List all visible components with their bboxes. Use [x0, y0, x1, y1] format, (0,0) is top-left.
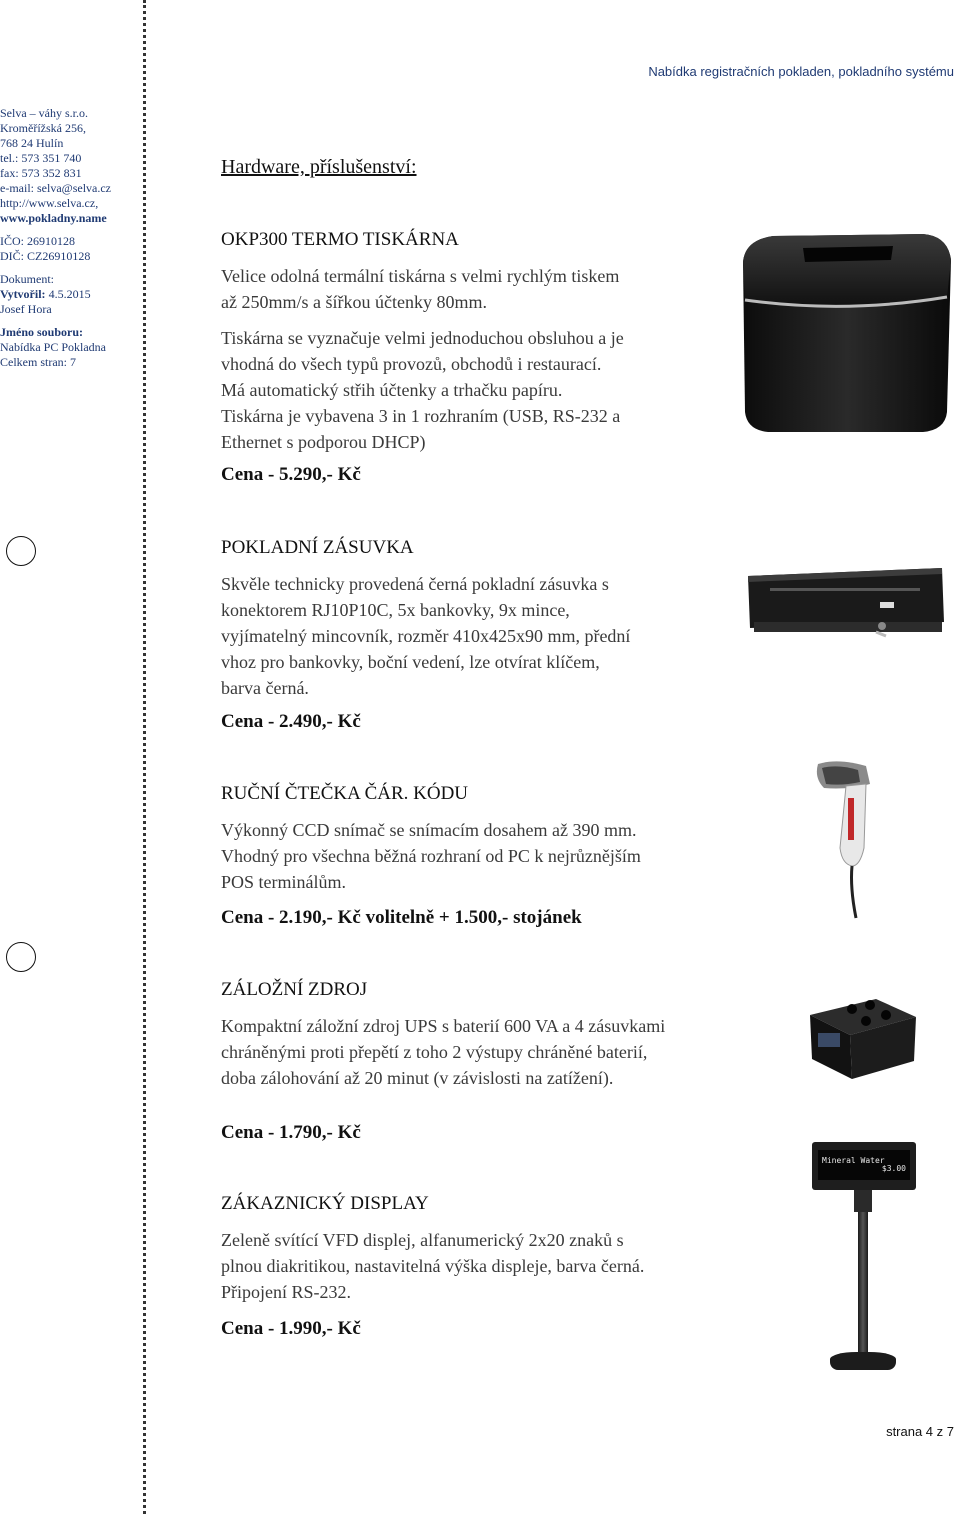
- product-price: Cena - 2.490,- Kč: [221, 711, 361, 732]
- company-web: http://www.selva.cz,: [0, 196, 99, 210]
- thermal-printer-image: [733, 222, 958, 438]
- product-title: ZÁLOŽNÍ ZDROJ: [221, 979, 368, 1000]
- company-street: Kroměřížská 256,: [0, 121, 86, 135]
- company-sidebar: [0, 106, 140, 370]
- page-number: strana 4 z 7: [886, 1424, 954, 1439]
- product-title: POKLADNÍ ZÁSUVKA: [221, 537, 414, 558]
- company-ico: IČO: 26910128: [0, 234, 75, 248]
- company-city: 768 24 Hulín: [0, 136, 64, 150]
- product-price: Cena - 1.790,- Kč: [221, 1122, 361, 1143]
- product-price: Cena - 2.190,- Kč volitelně + 1.500,- stojánek: [221, 907, 582, 928]
- product-description: Kompaktní záložní zdroj UPS s baterií 600 VA a 4 zásuvkami chráněnými proti přepětí z toho 2 výstupy chráněné baterií, doba zálohování až 20 minut (v závislosti na zatížení).: [221, 1016, 666, 1088]
- document-label: Dokument:: [0, 272, 54, 286]
- margin-circle: [6, 536, 36, 566]
- product-title: OKP300 TERMO TISKÁRNA: [221, 229, 459, 250]
- product-description: Skvěle technicky provedená černá pokladní zásuvka s konektorem RJ10P10C, 5x bankovky, 9x mince, vyjímatelný mincovník, rozměr 410x425x90 mm, přední vhoz pro bankovky, boční vedení, lze otvírat klíčem, barva černá.: [221, 574, 631, 698]
- section-title: Hardware, příslušenství:: [221, 156, 417, 178]
- margin-circle: [6, 942, 36, 972]
- display-screen-price: $3.00: [881, 1164, 906, 1173]
- product-description: Výkonný CCD snímač se snímacím dosahem až 390 mm. Vhodný pro všechna běžná rozhraní od PC k nejrůznějším POS terminálům.: [221, 820, 641, 892]
- cash-drawer-image: [742, 562, 950, 650]
- ups-image: [806, 995, 918, 1081]
- author-name: Josef Hora: [0, 302, 52, 316]
- company-web-bold: www.pokladny.name: [0, 211, 107, 225]
- created-by: Vytvořil: 4.5.2015: [0, 287, 91, 301]
- barcode-scanner-image: [808, 758, 888, 920]
- margin-divider: [143, 0, 146, 1514]
- product-title: ZÁKAZNICKÝ DISPLAY: [221, 1193, 429, 1214]
- page-count: Celkem stran: 7: [0, 355, 76, 369]
- product-title: RUČNÍ ČTEČKA ČÁR. KÓDU: [221, 783, 469, 804]
- company-dic: DIČ: CZ26910128: [0, 249, 91, 263]
- product-description: Zeleně svítící VFD displej, alfanumerický 2x20 znaků s plnou diakritikou, nastavitelná výška displeje, barva černá. Připojení RS-232.: [221, 1230, 645, 1302]
- company-tel: tel.: 573 351 740: [0, 151, 82, 165]
- company-name: Selva – váhy s.r.o.: [0, 106, 88, 120]
- product-price: Cena - 5.290,- Kč: [221, 464, 361, 485]
- display-screen-text: Mineral Water: [822, 1156, 885, 1165]
- file-name-label: Jméno souboru:: [0, 325, 84, 339]
- document-header: Nabídka registračních pokladen, pokladního systému: [648, 64, 954, 79]
- product-description: Velice odolná termální tiskárna s velmi rychlým tiskem až 250mm/s a šířkou účtenky 80mm. Tiskárna se vyznačuje velmi jednoduchou obsluhou a je vhodná do všech typů provozů, obchodů i restaurací. Má automatický střih účtenky a trhačku papíru. Tiskárna je vybavena 3 in 1 rozhraním (USB, RS-232 a Ethernet s podporou DHCP): [221, 266, 624, 452]
- customer-display-image: [812, 1142, 916, 1380]
- product-price: Cena - 1.990,- Kč: [221, 1318, 361, 1339]
- file-name: Nabídka PC Pokladna: [0, 340, 106, 354]
- company-email: e-mail: selva@selva.cz: [0, 181, 111, 195]
- company-fax: fax: 573 352 831: [0, 166, 82, 180]
